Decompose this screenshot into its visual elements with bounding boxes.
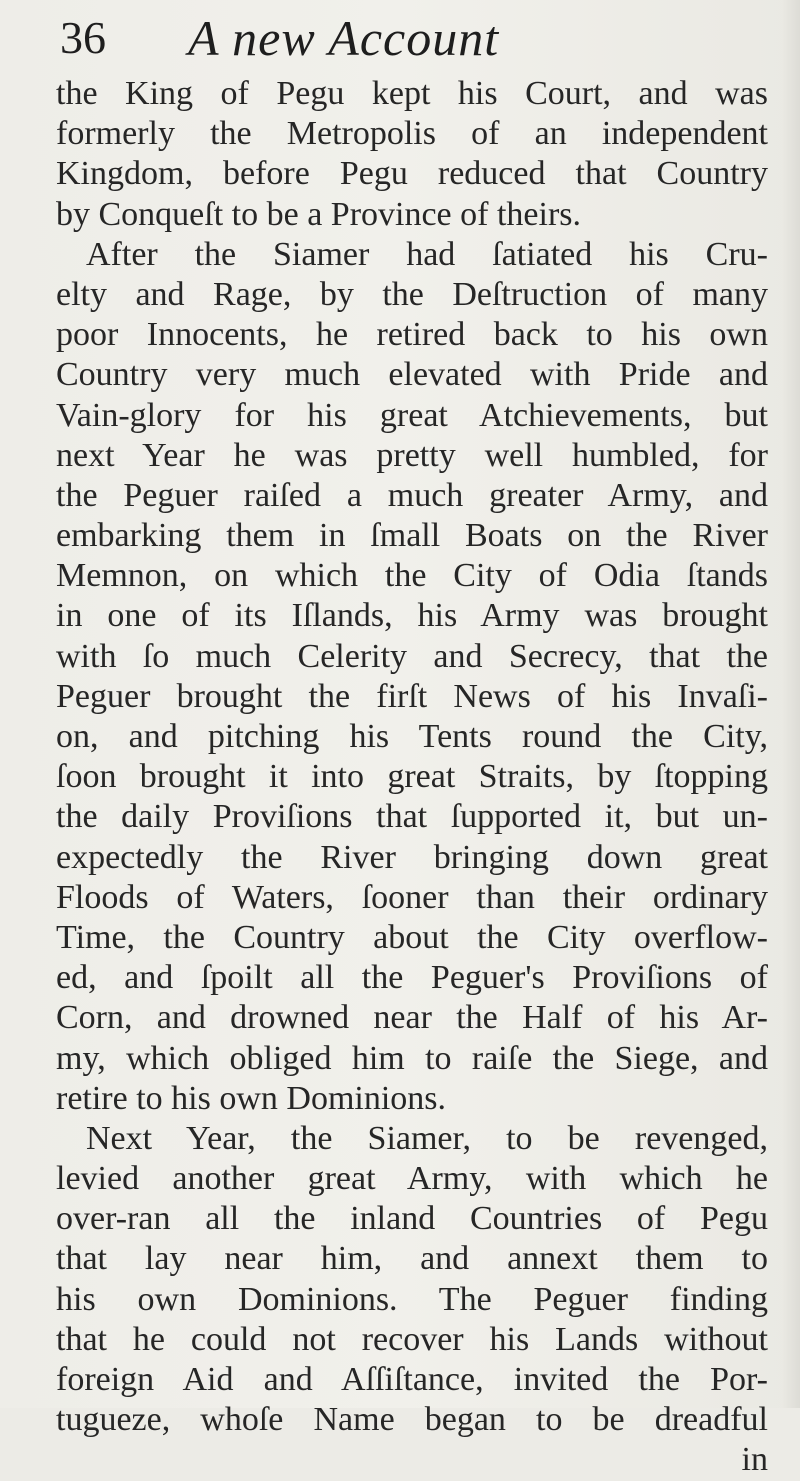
text-line: in one of its Iſlands, his Army was brought [56,597,768,635]
text-line: foreign Aid and Aſſiſtance, invited the Por- [56,1361,768,1398]
body-text [56,74,768,1481]
text-line: that lay near him, and annext them to [56,1240,768,1278]
text-line: ſoon brought it into great Straits, by ſtopping [56,758,768,796]
text-line: with ſo much Celerity and Secrecy, that the [56,637,768,675]
text-line: Peguer brought the firſt News of his Invaſi- [56,677,768,715]
text-line: formerly the Metropolis of an independent [56,115,768,153]
text-line: his own Dominions. The Peguer finding [56,1280,768,1318]
text-line: levied another great Army, with which he [56,1160,768,1198]
text-line: Vain-glory for his great Atchievements, but [56,396,768,434]
text-line: Memnon, on which the City of Odia ſtands [56,557,768,595]
text-line: by Conqueſt to be a Province of theirs. [56,195,582,233]
text-line: poor Innocents, he retired back to his own [56,316,768,354]
text-line: the daily Proviſions that ſupported it, but un- [56,798,768,836]
text-line: my, which obliged him to raiſe the Siege, and [56,1039,768,1077]
text-line: embarking them in ſmall Boats on the River [56,517,768,555]
text-line: elty and Rage, by the Deſtruction of many [56,275,768,313]
running-head: A new Account [188,10,500,66]
paragraph-start-line: After the Siamer had ſatiated his Cru- [86,235,768,273]
text-line: Country very much elevated with Pride and [56,356,768,394]
text-line: over-ran all the inland Countries of Pegu [56,1200,768,1238]
text-line: Time, the Country about the City overflow- [56,918,768,956]
text-line: Corn, and drowned near the Half of his Ar- [56,999,768,1037]
text-line: tugueze, whoſe Name began to be dreadful [56,1401,768,1439]
text-line: next Year he was pretty well humbled, for [56,436,768,474]
page-edge-shadow [782,0,800,1408]
text-line: the King of Pegu kept his Court, and was [56,75,768,112]
text-line: on, and pitching his Tents round the City, [56,718,768,755]
catchword: in [741,1441,768,1479]
text-line: that he could not recover his Lands without [56,1320,768,1358]
page-number: 36 [60,12,106,63]
text-line: the Peguer raiſed a much greater Army, and [56,476,768,514]
text-line: ed, and ſpoilt all the Peguer's Proviſions of [56,959,768,997]
page-header [60,8,760,68]
paragraph-start-line: Next Year, the Siamer, to be revenged, [86,1119,768,1157]
text-line: Kingdom, before Pegu reduced that Country [56,155,768,193]
text-line: retire to his own Dominions. [56,1079,447,1117]
text-line: Floods of Waters, ſooner than their ordinary [56,878,768,916]
text-line: expectedly the River bringing down great [56,838,768,876]
